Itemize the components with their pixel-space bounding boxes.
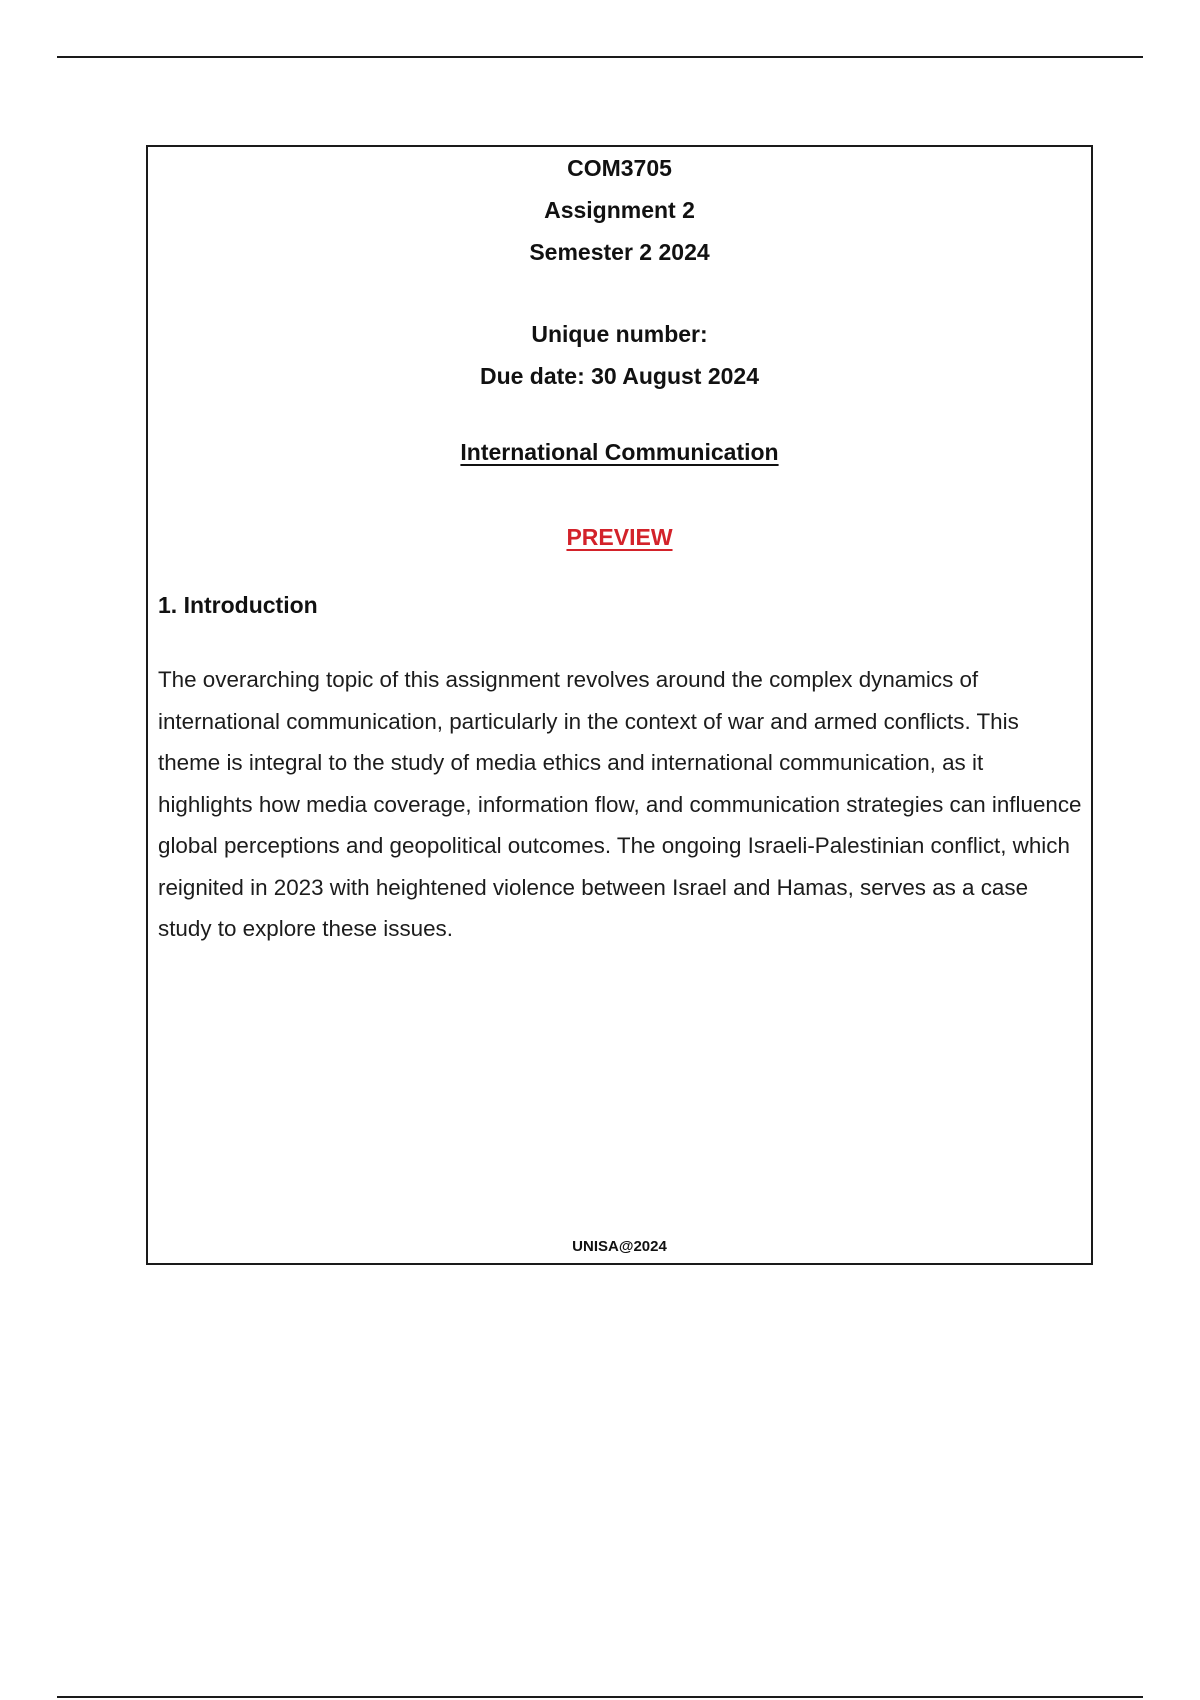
document-cover-box xyxy=(146,145,1093,1265)
unique-number: Unique number: xyxy=(531,321,708,347)
semester: Semester 2 2024 xyxy=(529,239,710,265)
due-date: Due date: 30 August 2024 xyxy=(479,363,760,389)
footer-copyright: UNISA@2024 xyxy=(572,1238,667,1255)
preview-text: PREVIEW xyxy=(566,524,673,550)
top-divider xyxy=(57,56,1143,58)
preview-label xyxy=(148,522,1091,552)
course-title xyxy=(148,437,1091,467)
introduction-paragraph: The overarching topic of this assignment revolves around the complex dynamics of international communication, particularly in the context of war and armed conflicts. This theme is integral to the study of media ethics and international communication, as it highlights how media coverage, information flow, and communication strategies can influence global perceptions and geopolitical outcomes. The ongoing Israeli-Palestinian conflict, which reignited in 2023 with heightened violence between Israel and Hamas, serves as a case study to explore these issues. xyxy=(158,667,1082,941)
course-title-text: International Communication xyxy=(460,439,779,465)
cover-header xyxy=(148,147,1091,397)
assignment-number: Assignment 2 xyxy=(544,197,695,223)
spacer xyxy=(148,273,1091,313)
bottom-divider xyxy=(57,1696,1143,1698)
course-code: COM3705 xyxy=(567,155,672,181)
section-heading: 1. Introduction xyxy=(158,592,318,618)
